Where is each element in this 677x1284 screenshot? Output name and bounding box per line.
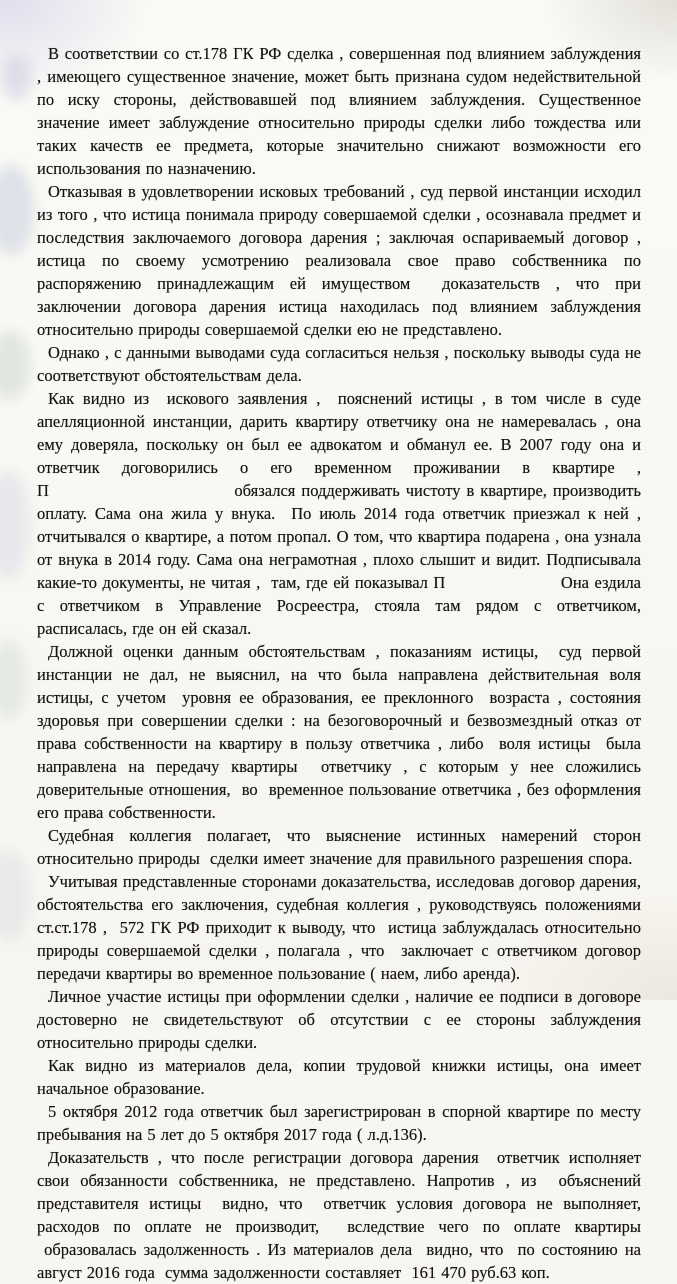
scan-bleedthrough-artifact — [0, 330, 30, 400]
paragraph-personal-participation: Личное участие истицы при оформлении сделки , наличие ее подписи в договоре достоверно не свидетельствуют об отсутствии с ее стороны заблуждения относительно природы сделки. — [37, 987, 641, 1052]
scan-bleedthrough-artifact — [0, 640, 28, 720]
paragraph-education: Как видно из материалов дела, копии трудовой книжки истицы, она имеет начальное образование. — [37, 1056, 641, 1098]
scan-bleedthrough-artifact — [2, 55, 32, 101]
paragraph-panel-opinion: Судебная коллегия полагает, что выяснение истинных намерений сторон относительно природы сделки имеет значение для правильного разрешения спора. — [37, 826, 641, 868]
paragraph-law-basis: В соответствии со ст.178 ГК РФ сделка , совершенная под влиянием заблуждения , имеющего существенное значение, может быть признана судом недействительной по иску стороны, действовавшей под влиянием заблуждения. Существенное значение имеет заблуждение относительно природы сделки либо тождества или таких качеств ее предмета, которые значительно снижают возможности его использования по назначению. — [37, 44, 641, 178]
scan-bleedthrough-artifact — [0, 850, 30, 940]
paragraph-assessment-missing: Должной оценки данным обстоятельствам , показаниям истицы, суд первой инстанции не дал, не выяснил, на что была направлена действительная воля истицы, с учетом уровня ее образования, ее преклонного возраста , состояния здоровья при совершении сделки : на безоговорочный и безвозмездный отказ от права собственности на квартиру в пользу ответчика , либо воля истицы была направлена на передачу квартиры ответчику , с которым у нее сложились доверительные отношения, во временное пользование ответчика , без оформления его права собственности. — [37, 642, 641, 822]
paragraph-registration: 5 октября 2012 года ответчик был зарегистрирован в спорной квартире по месту пребывания на 5 лет до 5 октября 2017 года ( л.д.136). — [37, 1102, 641, 1144]
scan-bleedthrough-artifact — [0, 470, 30, 580]
paragraph-panel-conclusion: Учитывая представленные сторонами доказательства, исследовав договор дарения, обстоятельства его заключения, судебная коллегия , руководствуясь положениями ст.ст.178 , 572 ГК РФ приходит к выводу, что истица заблуждалась относительно природы совершаемой сделки , полагала , что заключает с ответчиком договор передачи квартиры во временное пользование ( наем, либо аренда). — [37, 872, 641, 983]
paragraph-first-instance-reasons: Отказывая в удовлетворении исковых требований , суд первой инстанции исходил из того , что истица понимала природу совершаемой сделки , осознавала предмет и последствия заключаемого договора дарения ; заключая оспариваемый договор , истица по своему усмотрению реализовала свое право собственника по распоряжению принадлежащим ей имуществом доказательств , что при заключении договора дарения истица находилась под влиянием заблуждения относительно природы совершаемой сделки ею не представлено. — [37, 182, 641, 339]
paragraph-debt: Доказательств , что после регистрации договора дарения ответчик исполняет свои обязанности собственника, не представлено. Напротив , из объяснений представителя истицы видно, что ответчик условия договора не выполняет, расходов по оплате не производит, вследствие чего по оплате квартиры образовалась задолженность . Из материалов дела видно, что по состоянию на август 2016 года сумма задолженности составляет 161 470 руб.63 коп. — [37, 1148, 641, 1282]
document-text-block — [37, 42, 641, 1284]
paragraph-claim-explanations: Как видно из искового заявления , пояснений истицы , в том числе в суде апелляционной инстанции, дарить квартиру ответчику она не намеревалась , она ему доверяла, поскольку он был ее адвокатом и обманул ее. В 2007 году она и ответчик договорились о его временном проживании в квартире , П обязался поддерживать чистоту в квартире, производить оплату. Сама она жила у внука. По июль 2014 года ответчик приезжал к ней , отчитывался о квартире, а потом пропал. О том, что квартира подарена , она узнала от внука в 2014 году. Сама она неграмотная , плохо слышит и видит. Подписывала какие-то документы, не читая , там, где ей показывал П Она ездила с ответчиком в Управление Росреестра, стояла там рядом с ответчиком, расписалась, где он ей сказал. — [37, 389, 641, 638]
paragraph-disagreement: Однако , с данными выводами суда согласиться нельзя , поскольку выводы суда не соответствуют обстоятельствам дела. — [37, 343, 641, 385]
scan-bleedthrough-artifact — [0, 165, 34, 255]
